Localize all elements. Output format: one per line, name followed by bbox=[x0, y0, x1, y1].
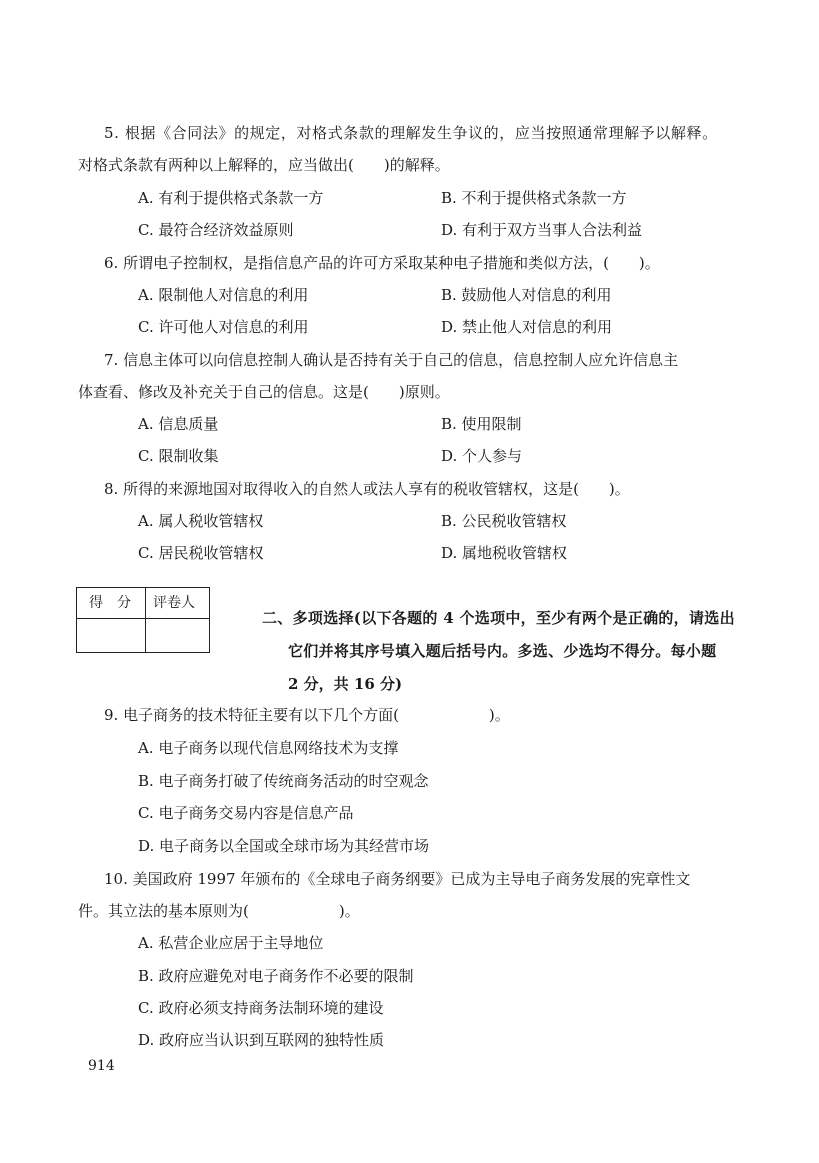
q6-option-c: C. 许可他人对信息的利用 bbox=[138, 318, 309, 336]
q6-option-b: B. 鼓励他人对信息的利用 bbox=[441, 286, 612, 304]
q6-option-d: D. 禁止他人对信息的利用 bbox=[441, 318, 613, 336]
q10-stem-line1: 10. 美国政府 1997 年颁布的《全球电子商务纲要》已成为主导电子商务发展的宪章性文 bbox=[104, 870, 691, 888]
q10-option-b: B. 政府应避免对电子商务作不必要的限制 bbox=[138, 967, 414, 985]
q8-option-b: B. 公民税收管辖权 bbox=[441, 512, 567, 530]
q8-option-d: D. 属地税收管辖权 bbox=[441, 544, 568, 562]
page-number: 914 bbox=[88, 1058, 115, 1074]
q6-option-a: A. 限制他人对信息的利用 bbox=[138, 286, 309, 304]
q9-stem-line1: 9. 电子商务的技术特征主要有以下几个方面( )。 bbox=[104, 706, 510, 724]
grader-label: 评卷人 bbox=[153, 595, 195, 611]
q7-option-b: B. 使用限制 bbox=[441, 415, 522, 433]
q8-option-a: A. 属人税收管辖权 bbox=[138, 512, 264, 530]
score-box bbox=[76, 587, 210, 653]
q7-option-c: C. 限制收集 bbox=[138, 447, 219, 465]
q9-option-c: C. 电子商务交易内容是信息产品 bbox=[138, 804, 354, 822]
score-label: 得 分 bbox=[89, 595, 131, 611]
q8-stem-line1: 8. 所得的来源地国对取得收入的自然人或法人享有的税收管辖权，这是( )。 bbox=[104, 480, 630, 498]
section2-heading-line1: 二、多项选择(以下各题的 4 个选项中，至少有两个是正确的，请选出 bbox=[262, 609, 735, 627]
q7-stem-line2: 体查看、修改及补充关于自己的信息。这是( )原则。 bbox=[78, 383, 450, 401]
score-box-divider-vertical bbox=[145, 588, 146, 652]
q9-option-b: B. 电子商务打破了传统商务活动的时空观念 bbox=[138, 772, 429, 790]
q10-option-a: A. 私营企业应居于主导地位 bbox=[138, 934, 324, 952]
q7-stem-line1: 7. 信息主体可以向信息控制人确认是否持有关于自己的信息，信息控制人应允许信息主 bbox=[104, 351, 679, 369]
q5-option-c: C. 最符合经济效益原则 bbox=[138, 221, 294, 239]
q9-option-a: A. 电子商务以现代信息网络技术为支撑 bbox=[138, 739, 399, 757]
q8-option-c: C. 居民税收管辖权 bbox=[138, 544, 264, 562]
q7-option-d: D. 个人参与 bbox=[441, 447, 523, 465]
q9-option-d: D. 电子商务以全国或全球市场为其经营市场 bbox=[138, 837, 430, 855]
q6-stem-line1: 6. 所谓电子控制权，是指信息产品的许可方采取某种电子措施和类似方法，( )。 bbox=[104, 254, 660, 272]
q5-option-b: B. 不利于提供格式条款一方 bbox=[441, 189, 627, 207]
q10-option-c: C. 政府必须支持商务法制环境的建设 bbox=[138, 999, 384, 1017]
q10-stem-line2: 件。其立法的基本原则为( )。 bbox=[78, 902, 360, 920]
q10-option-d: D. 政府应当认识到互联网的独特性质 bbox=[138, 1031, 385, 1049]
q7-option-a: A. 信息质量 bbox=[138, 415, 219, 433]
q5-stem-line2: 对格式条款有两种以上解释的，应当做出( )的解释。 bbox=[78, 156, 450, 174]
q5-stem-line1: 5. 根据《合同法》的规定，对格式条款的理解发生争议的，应当按照通常理解予以解释。 bbox=[104, 124, 718, 142]
score-box-divider-horizontal bbox=[77, 618, 209, 619]
section2-heading-line3: 2 分，共 16 分) bbox=[288, 675, 403, 693]
section2-heading-line2: 它们并将其序号填入题后括号内。多选、少选均不得分。每小题 bbox=[288, 642, 717, 660]
q5-option-d: D. 有利于双方当事人合法利益 bbox=[441, 221, 643, 239]
q5-option-a: A. 有利于提供格式条款一方 bbox=[138, 189, 324, 207]
